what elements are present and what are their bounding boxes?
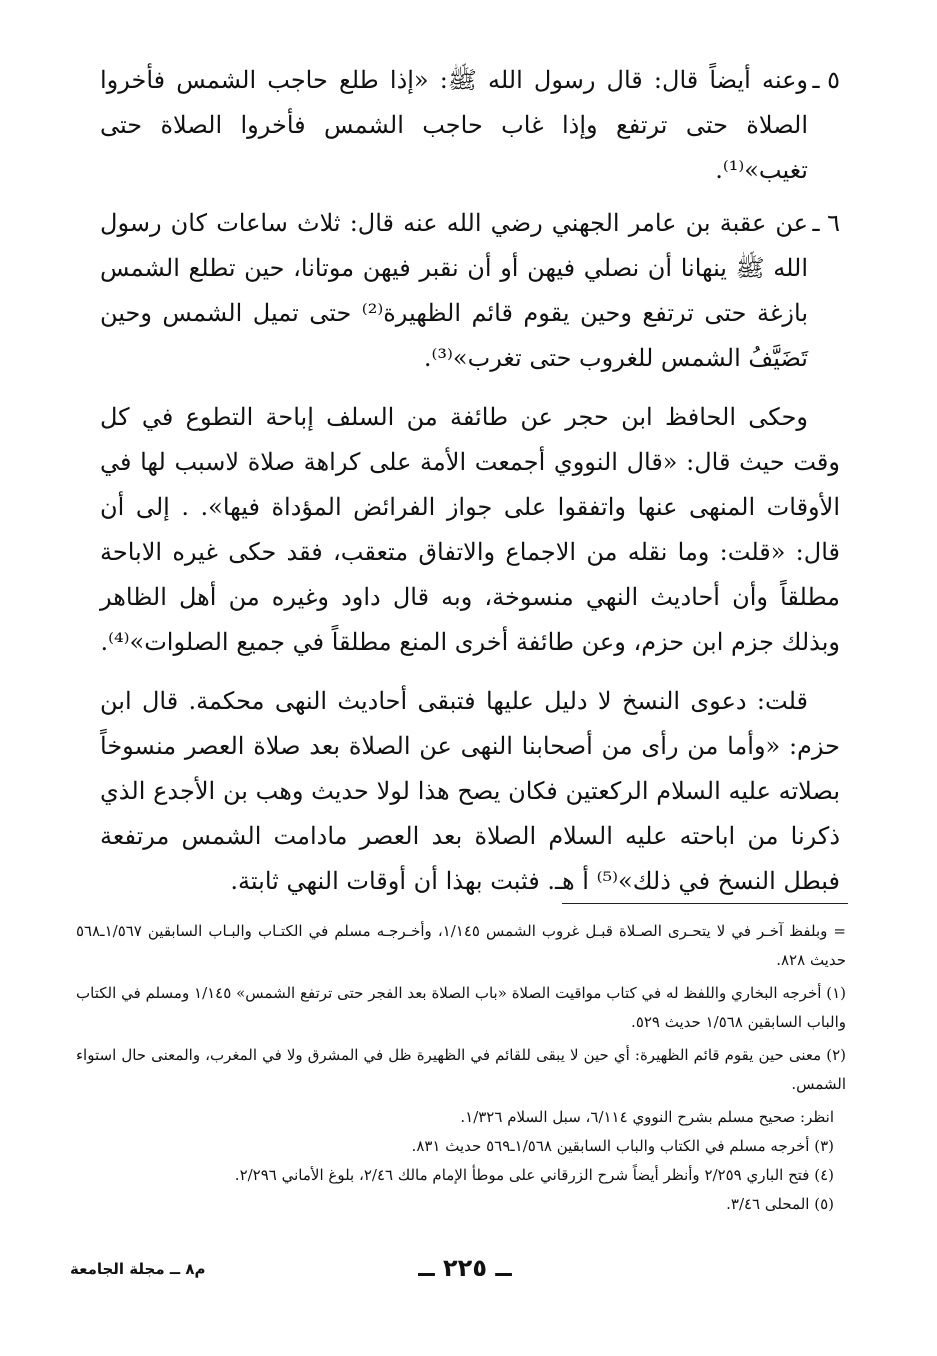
paragraph-ibn-hazm: قلت: دعوى النسخ لا دليل عليها فتبقى أحاديث النهى محكمة. قال ابن حزم: «وأما من رأى من أصحابنا النهى عن الصلاة بعد صلاة العصر منسوخاً بصلاته عليه السلام الركعتين فكان يصح هذا لولا حديث وهب بن الأجدع الذي ذكرنا من اباحته عليه السلام الصلاة بعد العصر مادامت الشمس مرتفعة فبطل النسخ في ذلك»⁽⁵⁾ أ هـ. فثبت بهذا أن أوقات النهي ثابتة. [100,687,841,895]
footnote-divider [562,903,848,904]
footnote-5: (٥) المحلى ٣/٤٦. [726,1195,834,1213]
main-text-body [100,58,840,910]
page-number: ــ ٢٢٥ ــ [418,1254,512,1282]
hadith-5 [100,58,840,193]
footnote-2: (٢) معنى حين يقوم قائم الظهيرة: أي حين لا يبقى للقائم في الظهيرة ظل في المشرق ولا في المغرب، والمعنى حال استواء الشمس. [76,1046,846,1093]
hadith-6 [100,201,840,381]
journal-signature: م٨ ــ مجلة الجامعة [70,1260,206,1278]
footnote-3: (٣) أخرجه مسلم في الكتاب والباب السابقين ١/٥٦٨ـ٥٦٩ حديث ٨٣١. [411,1137,834,1155]
hadith-6-number: ٦ ـ [812,209,840,237]
footnote-2-reference: انظر: صحيح مسلم بشرح النووي ٦/١١٤، سبل السلام ١/٣٢٦. [460,1108,834,1126]
footnote-4: (٤) فتح الباري ٢/٢٥٩ وأنظر أيضاً شرح الزرقاني على موطأ الإمام مالك ٢/٤٦، بلوغ الأماني ٢/٢٩٦. [234,1166,834,1184]
hadith-5-text: وعنه أيضاً قال: قال رسول الله ﷺ: «إذا طلع حاجب الشمس فأخروا الصلاة حتى ترتفع وإذا غاب حاجب الشمس فأخروا الصلاة حتى تغيب»⁽¹⁾. [100,66,808,184]
hadith-6-text: عن عقبة بن عامر الجهني رضي الله عنه قال: ثلاث ساعات كان رسول الله ﷺ ينهانا أن نصلي فيهن أو أن نقبر فيهن موتانا، حين تطلع الشمس بازغة حتى ترتفع وحين يقوم قائم الظهيرة⁽²⁾ حتى تميل الشمس وحين تَضَيَّفُ الشمس للغروب حتى تغرب»⁽³⁾. [100,209,808,372]
footnotes [76,917,846,1219]
footnote-1: (١) أخرجه البخاري واللفظ له في كتاب مواقيت الصلاة «باب الصلاة بعد الفجر حتى ترتفع الشمس» ١/١٤٥ ومسلم في الكتاب والباب السابقين ١/٥٦٨ حديث ٥٢٩. [76,984,846,1031]
footnote-continuation: = وبلفظ آخـر في لا يتحـرى الصـلاة قبـل غروب الشمس ١/١٤٥، وأخـرجـه مسلم في الكتـاب والبـاب السابقين ١/٥٦٧ـ٥٦٨ حديث ٨٢٨. [76,922,846,969]
hadith-5-number: ٥ ـ [812,66,840,94]
paragraph-ibn-hajar: وحكى الحافظ ابن حجر عن طائفة من السلف إباحة التطوع في كل وقت حيث قال: «قال النووي أجمعت الأمة على كراهة صلاة لاسبب لها في الأوقات المنهى عنها واتفقوا على جواز الفرائض المؤداة فيها». . إلى أن قال: «قلت: وما نقله من الاجماع والاتفاق متعقب، فقد حكى غيره الاباحة مطلقاً وأن أحاديث النهي منسوخة، وبه قال داود وغيره من أهل الظاهر وبذلك جزم ابن حزم، وعن طائفة أخرى المنع مطلقاً في جميع الصلوات»⁽⁴⁾. [100,403,840,656]
